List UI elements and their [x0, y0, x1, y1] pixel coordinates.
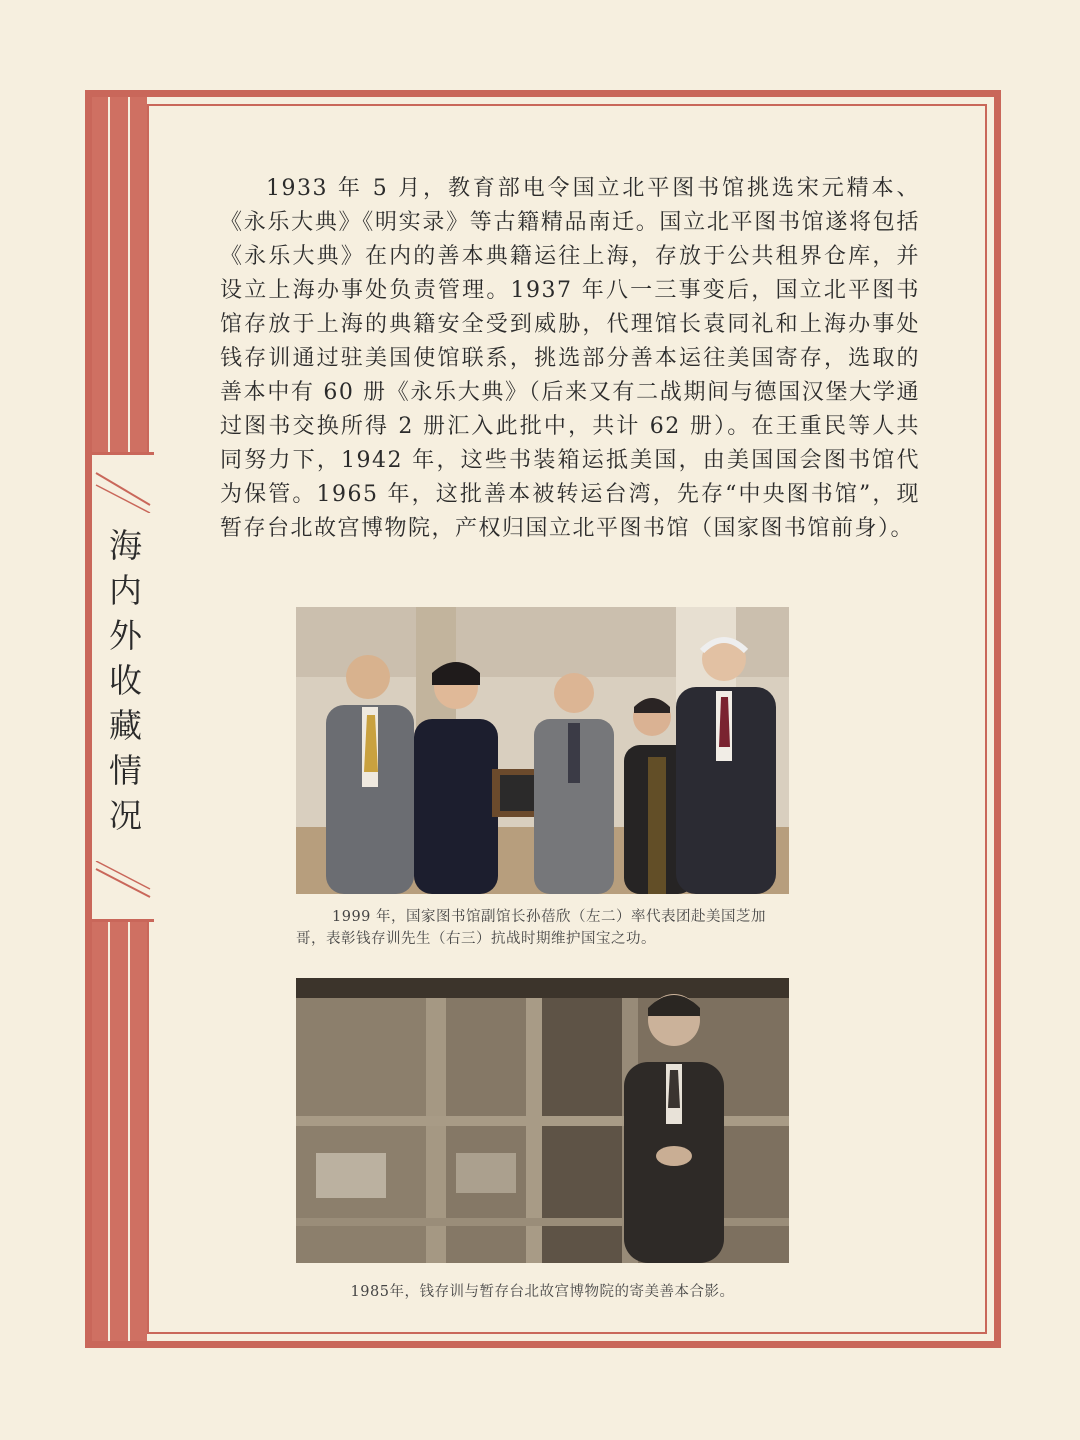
- photo-award-ceremony-caption: 1999 年，国家图书馆副馆长孙蓓欣（左二）率代表团赴美国芝加哥，表彰钱存训先生（右三）抗战时期维护国宝之功。: [296, 909, 767, 947]
- photo-crates-portrait-caption: 1985年，钱存训与暂存台北故宫博物院的寄美善本合影。: [350, 1284, 735, 1300]
- photo-award-ceremony: [296, 607, 789, 894]
- body-paragraph: [220, 172, 920, 546]
- section-title: 海内外收藏情况: [104, 528, 143, 843]
- photo-crates-portrait: [296, 978, 789, 1263]
- body-paragraph-text: 1933 年 5 月，教育部电令国立北平图书馆挑选宋元精本、《永乐大典》《明实录》等古籍精品南迁。国立北平图书馆遂将包括《永乐大典》在内的善本典籍运往上海，存放于公共租界仓库，并设立上海办事处负责管理。1937 年八一三事变后，国立北平图书馆存放于上海的典籍安全受到威胁，代理馆长袁同礼和上海办事处钱存训通过驻美国使馆联系，挑选部分善本运往美国寄存，选取的善本中有 60 册《永乐大典》（后来又有二战期间与德国汉堡大学通过图书交换所得 2 册汇入此批中，共计 62 册）。在王重民等人共同努力下，1942 年，这些书装箱运抵美国，由美国国会图书馆代为保管。1965 年，这批善本被转运台湾，先存“中央图书馆”，现暂存台北故宫博物院，产权归国立北平图书馆（国家图书馆前身）。: [220, 176, 920, 541]
